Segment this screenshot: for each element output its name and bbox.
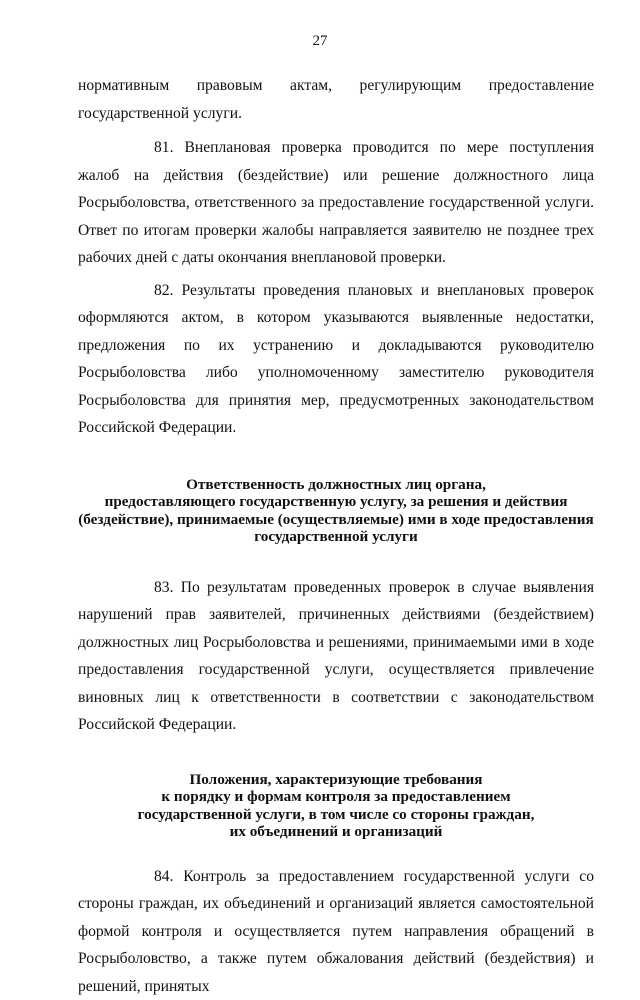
heading-line: предоставляющего государственную услугу, за решения и действия bbox=[78, 493, 594, 511]
paragraph-number: 83. bbox=[116, 574, 174, 602]
heading-line: Ответственность должностных лиц органа, bbox=[78, 476, 594, 494]
paragraph-text: По результатам проведенных проверок в случае выявления нарушений прав заявителей, причиненных действиями (бездействием) должностных лиц Росрыболовства и решениями, принимаемыми ими в ходе предоставления государственной услуги, осуществляется привлечение виновных лиц к ответственности в соответствии с законодательством Российской Федерации. bbox=[78, 579, 594, 734]
heading-line: Положения, характеризующие требования bbox=[78, 771, 594, 789]
section-heading-responsibility bbox=[78, 476, 594, 546]
page-number: 27 bbox=[0, 33, 640, 50]
paragraph-84 bbox=[78, 863, 594, 1000]
heading-line: к порядку и формам контроля за предоставлением bbox=[78, 788, 594, 806]
paragraph-text: Внеплановая проверка проводится по мере поступления жалоб на действия (бездействие) или решение должностного лица Росрыболовства, ответственного за предоставление государственной услуги. Ответ по итогам проверки жалобы направляется заявителю не позднее трех рабочих дней с даты окончания внеплановой проверки. bbox=[78, 139, 594, 266]
paragraph-number: 81. bbox=[116, 134, 174, 162]
document-body bbox=[78, 72, 594, 1000]
paragraph-number: 82. bbox=[116, 277, 174, 305]
heading-line: (бездействие), принимаемые (осуществляемые) ими в ходе предоставления bbox=[78, 511, 594, 529]
paragraph-83 bbox=[78, 574, 594, 739]
heading-line: их объединений и организаций bbox=[78, 823, 594, 841]
paragraph-continuation: нормативным правовым актам, регулирующим предоставление государственной услуги. bbox=[78, 72, 594, 127]
paragraph-number: 84. bbox=[116, 863, 174, 891]
paragraph-82 bbox=[78, 277, 594, 442]
paragraph-text: Контроль за предоставлением государственной услуги со стороны граждан, их объединений и организаций является самостоятельной формой контроля и осуществляется путем направления обращений в Росрыболовство, а также путем обжалования действий (бездействия) и решений, принятых bbox=[78, 868, 594, 995]
paragraph-text: Результаты проведения плановых и внеплановых проверок оформляются актом, в котором указываются выявленные недостатки, предложения по их устранению и докладываются руководителю Росрыболовства либо уполномоченному заместителю руководителя Росрыболовства для принятия мер, предусмотренных законодательством Российской Федерации. bbox=[78, 282, 594, 437]
section-heading-control-requirements bbox=[78, 771, 594, 841]
heading-line: государственной услуги, в том числе со стороны граждан, bbox=[78, 806, 594, 824]
paragraph-81 bbox=[78, 134, 594, 272]
heading-line: государственной услуги bbox=[78, 528, 594, 546]
